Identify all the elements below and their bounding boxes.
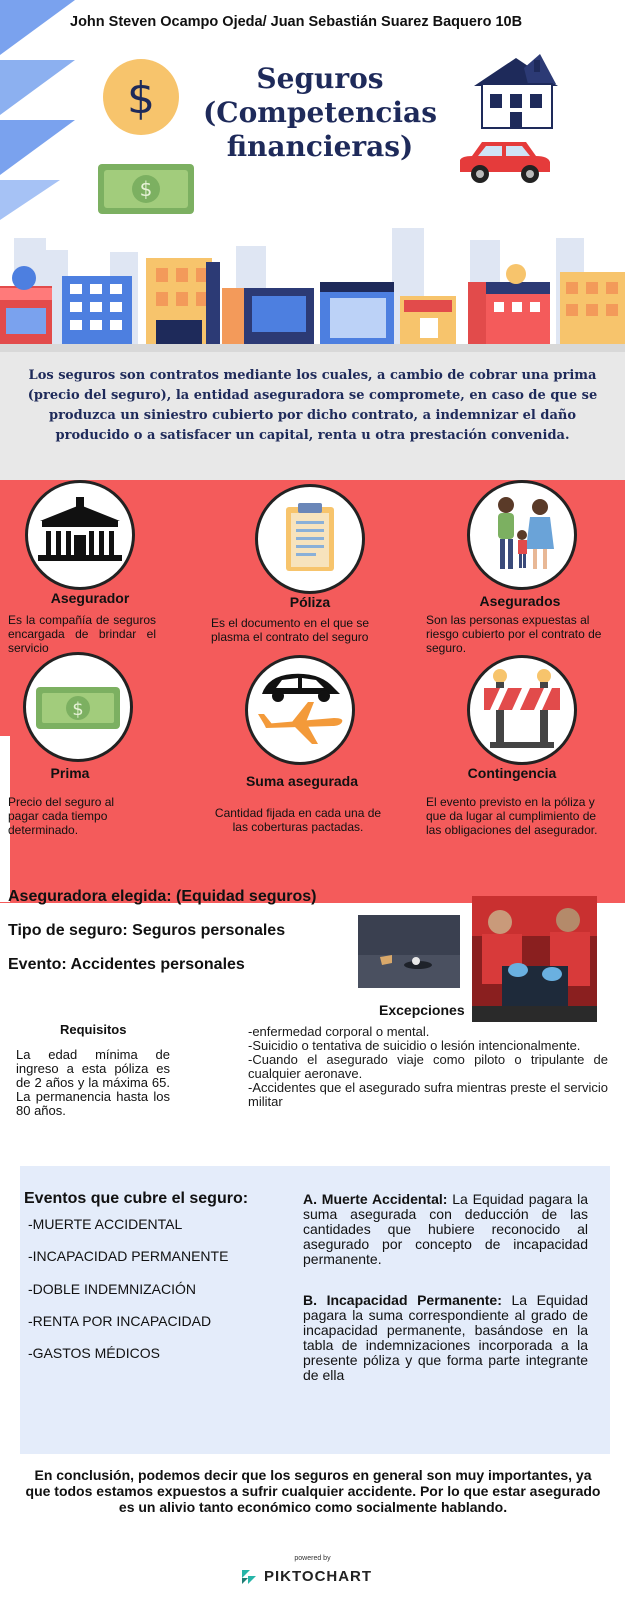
coverage-item: -DOBLE INDEMNIZACIÓN [28, 1281, 197, 1297]
coverage-detail-a [303, 1192, 588, 1267]
detail-b-text: La Equidad pagara la suma correspondiente al grado de incapacidad permanente, basándose en la tabla de indemnizaciones incorporada a la presente póliza y que forma parte integrante de ella [303, 1292, 588, 1383]
asegurador-circle [25, 480, 135, 590]
coverage-title: Eventos que cubre el seguro: [24, 1190, 249, 1207]
svg-text:$: $ [72, 699, 84, 720]
decor-triangle [0, 120, 75, 175]
exception-item: -Cuando el asegurado viaje como piloto o tripulante de cualquier aeronave. [248, 1052, 608, 1081]
contingencia-title: Contingencia [467, 765, 557, 781]
detail-a-text: La Equidad pagara la suma asegurada con deducción de las cantidades que hubiere reconocido al asegurado por concepto de incapacidad permanente. [303, 1191, 589, 1267]
exception-item: -enfermedad corporal o mental. [248, 1024, 430, 1039]
piktochart-logo[interactable] [240, 1566, 390, 1588]
intro-text: Los seguros son contratos mediante los cuales, a cambio de cobrar una prima (precio del seguro), la entidad aseguradora se compromete, en caso de que se produzca un siniestro cubierto por dicho contrato, a indemnizar el daño producido o a satisfacer un capital, renta u otra prestación convenida. [0, 352, 625, 480]
brand-name: PIKTOCHART [264, 1568, 373, 1585]
medics-scene-illustration [472, 896, 597, 1022]
asegurador-desc: Es la compañía de seguros encargada de brindar el servicio [8, 613, 156, 655]
exceptions-list [248, 1025, 608, 1109]
coverage-detail-b [303, 1293, 588, 1383]
decor-triangle [0, 0, 75, 55]
banknote-icon [26, 655, 130, 759]
coin-dollar-icon [102, 58, 180, 136]
decor-triangle [0, 180, 60, 220]
exceptions-title: Excepciones [379, 1002, 465, 1018]
family-icon [470, 483, 574, 587]
suma-asegurada-circle [245, 655, 355, 765]
city-skyline-illustration [0, 226, 625, 360]
prima-desc: Precio del seguro al pagar cada tiempo determinado. [8, 795, 115, 837]
page-title [185, 62, 455, 164]
title-line: Seguros [256, 62, 384, 95]
banknote-icon [97, 163, 195, 215]
contingencia-circle [467, 655, 577, 765]
insurer-line: Aseguradora elegida: (Equidad seguros) [8, 888, 317, 905]
barrier-icon [470, 658, 574, 762]
prima-circle [23, 652, 133, 762]
prima-title: Prima [50, 765, 90, 781]
car-icon [454, 136, 554, 188]
poliza-desc: Es el documento en el que se plasma el contrato del seguro [211, 616, 370, 644]
suma-asegurada-title: Suma asegurada [245, 773, 359, 789]
contingencia-desc: El evento previsto en la póliza y que da lugar al cumplimiento de las obligaciones del asegurador. [426, 795, 598, 837]
asegurados-circle [467, 480, 577, 590]
title-line: financieras) [226, 130, 414, 163]
svg-text:$: $ [139, 177, 153, 201]
asegurados-desc: Son las personas expuestas al riesgo cubierto por el contrato de seguro. [426, 613, 602, 655]
car-plane-icon [248, 658, 352, 762]
authors: John Steven Ocampo Ojeda/ Juan Sebastián Suarez Baquero 10B [70, 14, 523, 30]
building-icon [28, 483, 132, 587]
svg-text:$: $ [127, 73, 155, 124]
poliza-circle [255, 484, 365, 594]
poliza-title: Póliza [289, 594, 331, 610]
detail-a-label: A. Muerte Accidental: [303, 1191, 448, 1207]
header [0, 0, 625, 360]
powered-by-label: powered by [294, 1555, 331, 1562]
accident-photo [358, 915, 460, 988]
requirements-text: La edad mínima de ingreso a esta póliza es de 2 años y la máxima 65. La permanencia hasta los 80 años. [16, 1047, 170, 1118]
coverage-item: -GASTOS MÉDICOS [28, 1345, 160, 1361]
decor-triangle [0, 60, 75, 115]
suma-asegurada-desc: Cantidad fijada en cada una de las coberturas pactadas. [214, 806, 382, 834]
event-line: Evento: Accidentes personales [8, 956, 245, 973]
conclusion-text: En conclusión, podemos decir que los seguros en general son muy importantes, ya que todos estamos expuestos a sufrir cualquier accidente. Por lo que estar asegurado es un alivio tanto económico como socialmente hablando. [25, 1467, 601, 1515]
asegurados-title: Asegurados [479, 593, 561, 609]
accident-scene-illustration [358, 915, 460, 988]
detail-b-label: B. Incapacidad Permanente: [303, 1292, 502, 1308]
coverage-item: -INCAPACIDAD PERMANENTE [28, 1248, 229, 1264]
exception-item: -Suicidio o tentativa de suicidio o lesión intencionalmente. [248, 1038, 581, 1053]
exception-item: -Accidentes que el asegurado sufra mientras preste el servicio militar [248, 1080, 608, 1109]
requirements-title: Requisitos [60, 1022, 127, 1037]
piktochart-mark-icon [240, 1568, 258, 1586]
coverage-item: -MUERTE ACCIDENTAL [28, 1216, 183, 1232]
type-line: Tipo de seguro: Seguros personales [8, 922, 286, 939]
title-line: (Competencias [203, 96, 437, 129]
clipboard-icon [258, 487, 362, 591]
medics-photo [472, 896, 597, 1022]
asegurador-title: Asegurador [50, 590, 130, 606]
house-icon [466, 54, 566, 130]
coverage-item: -RENTA POR INCAPACIDAD [28, 1313, 212, 1329]
